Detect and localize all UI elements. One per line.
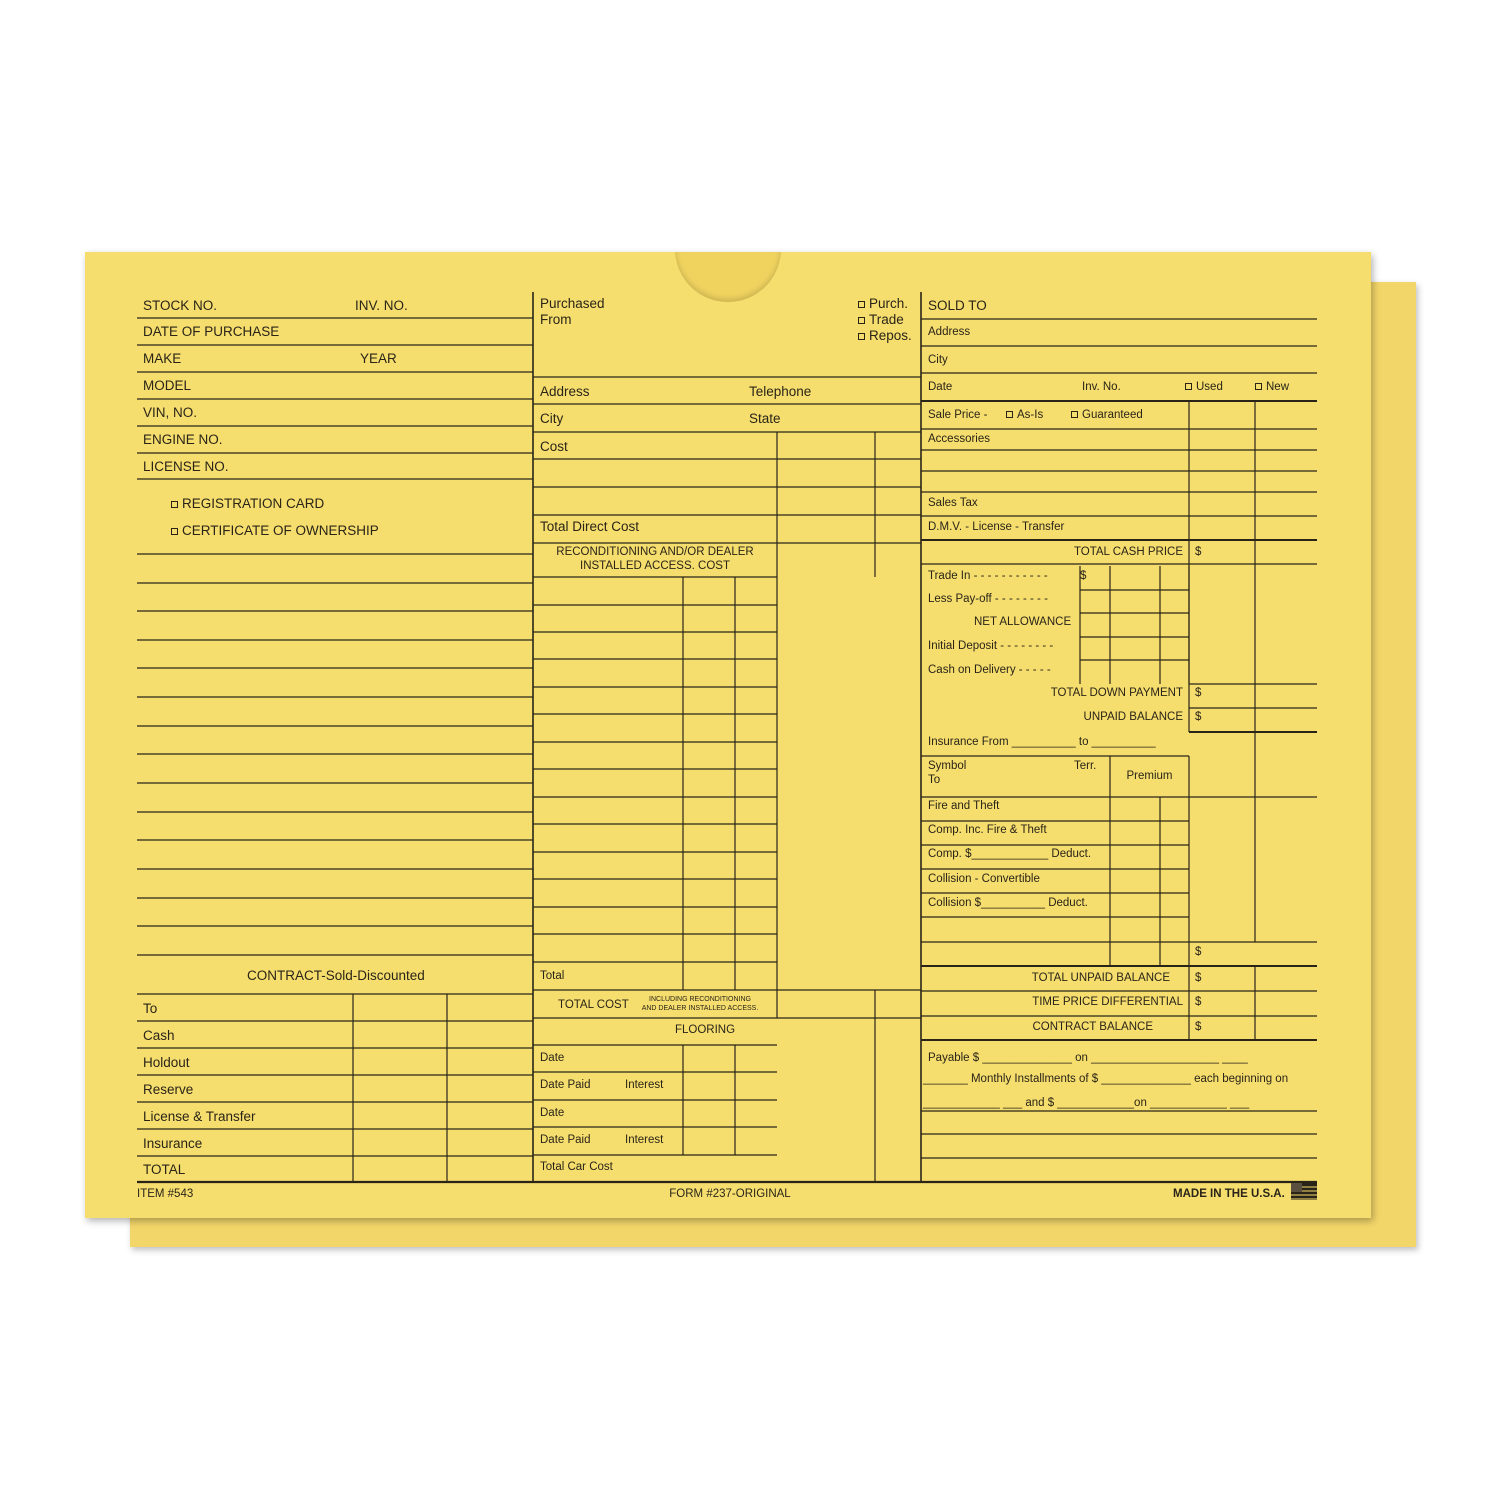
new-label: New bbox=[1266, 381, 1290, 393]
monthly-installments-line: _______ Monthly Installments of $ ______________ each beginning on bbox=[923, 1073, 1289, 1085]
trade-checkbox[interactable] bbox=[858, 313, 904, 327]
flooring-date-2: Date bbox=[540, 1107, 565, 1119]
total-label: Total bbox=[540, 970, 565, 982]
fire-theft-label: Fire and Theft bbox=[928, 800, 1000, 812]
sales-tax-label: Sales Tax bbox=[928, 497, 978, 509]
premium-label: Premium bbox=[1126, 770, 1173, 782]
dollar-sign: $ bbox=[1080, 570, 1087, 582]
stock-no-label: STOCK NO. bbox=[143, 298, 218, 313]
total-car-cost-label: Total Car Cost bbox=[540, 1161, 613, 1173]
net-allowance-label: NET ALLOWANCE bbox=[974, 616, 1072, 628]
dollar-sign: $ bbox=[1195, 972, 1202, 984]
checkbox-icon bbox=[171, 528, 178, 535]
make-label: MAKE bbox=[143, 351, 182, 366]
repos-label: Repos. bbox=[869, 328, 912, 343]
collision-deduct-label: Collision $__________ Deduct. bbox=[928, 897, 1088, 909]
accessories-label: Accessories bbox=[928, 433, 990, 445]
used-label: Used bbox=[1196, 381, 1223, 393]
contract-row-reserve: Reserve bbox=[143, 1082, 194, 1097]
flooring-date-paid-1: Date Paid bbox=[540, 1079, 591, 1091]
inv-no-label: INV. NO. bbox=[355, 298, 408, 313]
recon-line-2: INSTALLED ACCESS. COST bbox=[580, 560, 730, 572]
terr-label: Terr. bbox=[1074, 760, 1097, 772]
guaranteed-label: Guaranteed bbox=[1082, 409, 1143, 421]
cash-on-delivery-label: Cash on Delivery - - - - - bbox=[928, 664, 1051, 676]
sale-inv-no-label: Inv. No. bbox=[1082, 381, 1121, 393]
sale-date-label: Date bbox=[928, 381, 953, 393]
total-down-payment-label: TOTAL DOWN PAYMENT bbox=[1050, 687, 1183, 699]
registration-card-label: REGISTRATION CARD bbox=[182, 496, 325, 511]
checkbox-icon bbox=[858, 333, 865, 340]
flooring-interest-2: Interest bbox=[625, 1134, 664, 1146]
engine-no-label: ENGINE NO. bbox=[143, 432, 223, 447]
contract-row-insurance: Insurance bbox=[143, 1136, 203, 1151]
year-label: YEAR bbox=[360, 351, 397, 366]
symbol-label: Symbol bbox=[928, 760, 967, 772]
less-payoff-label: Less Pay-off - - - - - - - - bbox=[928, 593, 1048, 605]
contract-row-cash: Cash bbox=[143, 1028, 175, 1043]
cost-label: Cost bbox=[540, 439, 568, 454]
payable-line: Payable $ ______________ on ____________________ ____ bbox=[928, 1052, 1248, 1064]
as-is-checkbox[interactable] bbox=[1006, 410, 1043, 422]
contract-title: CONTRACT-Sold-Discounted bbox=[247, 968, 425, 983]
city-label: City bbox=[540, 411, 564, 426]
dollar-sign: $ bbox=[1195, 687, 1202, 699]
total-unpaid-balance-label: TOTAL UNPAID BALANCE bbox=[1031, 972, 1170, 984]
buyer-address-label: Address bbox=[928, 326, 971, 338]
collision-convertible-label: Collision - Convertible bbox=[928, 873, 1040, 885]
flooring-date-paid-2: Date Paid bbox=[540, 1134, 591, 1146]
made-in-usa: MADE IN THE U.S.A. bbox=[1173, 1188, 1285, 1200]
total-cash-price-label: TOTAL CASH PRICE bbox=[1073, 546, 1183, 558]
dmv-label: D.M.V. - License - Transfer bbox=[928, 521, 1065, 533]
checkbox-icon bbox=[1006, 411, 1013, 418]
contract-row-license-transfer: License & Transfer bbox=[143, 1109, 256, 1124]
registration-card-checkbox[interactable] bbox=[171, 497, 324, 511]
checkbox-icon bbox=[858, 317, 865, 324]
address-label: Address bbox=[540, 384, 590, 399]
checkbox-icon bbox=[1071, 411, 1078, 418]
comp-deduct-label: Comp. $____________ Deduct. bbox=[928, 848, 1092, 860]
vin-no-label: VIN, NO. bbox=[143, 405, 198, 420]
us-flag-icon bbox=[1291, 1183, 1317, 1200]
buyer-city-label: City bbox=[928, 354, 948, 366]
flooring-interest-1: Interest bbox=[625, 1079, 664, 1091]
recon-line-1: RECONDITIONING AND/OR DEALER bbox=[556, 546, 754, 558]
time-price-differential-label: TIME PRICE DIFFERENTIAL bbox=[1032, 996, 1183, 1008]
checkbox-icon bbox=[858, 301, 865, 308]
envelope-form bbox=[85, 252, 1371, 1218]
flooring-date-1: Date bbox=[540, 1052, 565, 1064]
dollar-sign: $ bbox=[1195, 996, 1202, 1008]
telephone-label: Telephone bbox=[749, 384, 812, 399]
from-label: From bbox=[540, 312, 572, 327]
trade-in-label: Trade In - - - - - - - - - - - bbox=[928, 570, 1048, 582]
item-number: ITEM #543 bbox=[137, 1188, 194, 1200]
dollar-sign: $ bbox=[1195, 546, 1202, 558]
repos-checkbox[interactable] bbox=[858, 329, 912, 343]
dollar-sign: $ bbox=[1195, 946, 1202, 958]
initial-deposit-label: Initial Deposit - - - - - - - - bbox=[928, 640, 1054, 652]
form-number: FORM #237-ORIGINAL bbox=[669, 1188, 791, 1200]
checkbox-icon bbox=[171, 501, 178, 508]
total-cost-label: TOTAL COST bbox=[558, 999, 629, 1011]
purchased-label: Purchased bbox=[540, 296, 605, 311]
state-label: State bbox=[749, 411, 781, 426]
contract-row-to: To bbox=[143, 1001, 158, 1016]
dollar-sign: $ bbox=[1195, 711, 1202, 723]
certificate-of-ownership-checkbox[interactable] bbox=[171, 524, 379, 538]
comp-inc-label: Comp. Inc. Fire & Theft bbox=[928, 824, 1047, 836]
unpaid-balance-label: UNPAID BALANCE bbox=[1083, 711, 1183, 723]
certificate-of-ownership-label: CERTIFICATE OF OWNERSHIP bbox=[182, 523, 379, 538]
used-checkbox[interactable] bbox=[1185, 382, 1223, 394]
including-line-2: AND DEALER INSTALLED ACCESS. bbox=[641, 1005, 759, 1012]
checkbox-icon bbox=[1185, 383, 1192, 390]
purch-label: Purch. bbox=[869, 296, 909, 311]
checkbox-icon bbox=[1255, 383, 1262, 390]
dollar-sign: $ bbox=[1195, 1021, 1202, 1033]
insurance-from-label: Insurance From __________ to __________ bbox=[928, 736, 1156, 748]
date-of-purchase-label: DATE OF PURCHASE bbox=[143, 324, 280, 339]
and-line: ____________ ___ and $ ____________on ____________ ___ bbox=[923, 1097, 1250, 1109]
flooring-title: FLOORING bbox=[674, 1024, 736, 1036]
purch-checkbox[interactable] bbox=[858, 297, 908, 311]
license-no-label: LICENSE NO. bbox=[143, 459, 229, 474]
total-direct-cost-label: Total Direct Cost bbox=[540, 519, 640, 534]
sale-price-label: Sale Price - bbox=[928, 409, 988, 421]
new-checkbox[interactable] bbox=[1255, 382, 1289, 394]
as-is-label: As-Is bbox=[1017, 409, 1044, 421]
guaranteed-checkbox[interactable] bbox=[1071, 410, 1143, 422]
sold-to-label: SOLD TO bbox=[928, 298, 987, 313]
contract-row-holdout: Holdout bbox=[143, 1055, 190, 1070]
contract-row-total: TOTAL bbox=[143, 1162, 186, 1177]
model-label: MODEL bbox=[143, 378, 192, 393]
including-line-1: INCLUDING RECONDITIONING bbox=[649, 996, 751, 1003]
trade-label: Trade bbox=[869, 312, 904, 327]
contract-balance-label: CONTRACT BALANCE bbox=[1032, 1021, 1153, 1033]
symbol-to-label: To bbox=[928, 774, 941, 786]
